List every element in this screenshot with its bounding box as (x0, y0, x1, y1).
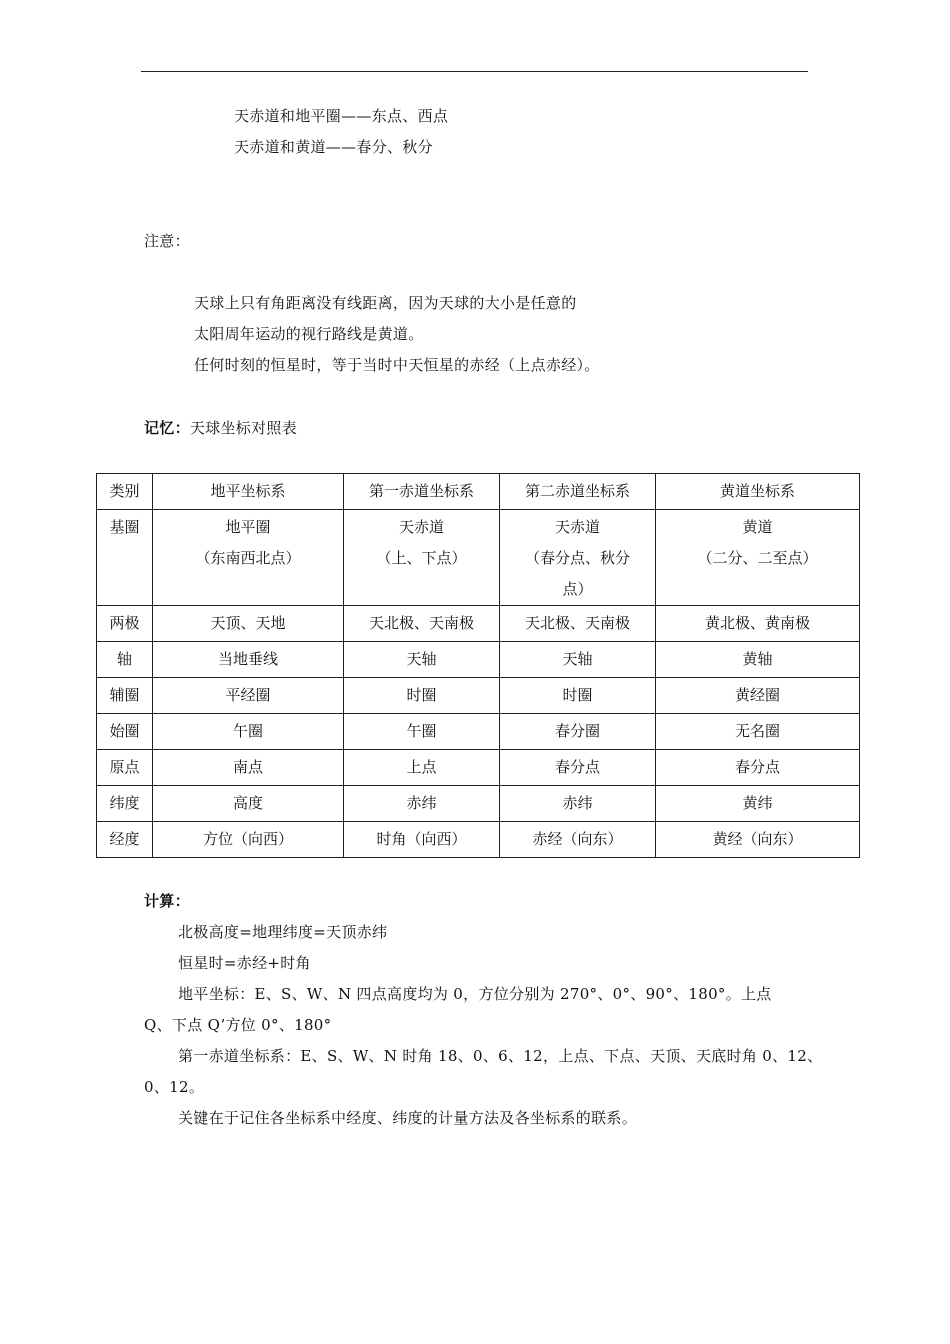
calc-line-4: Q、下点 Q’方位 0°、180° (144, 1016, 332, 1034)
table-cell: 天轴 (500, 642, 656, 678)
cell-line: 地平圈 (225, 518, 271, 536)
calc-line-3: 地平坐标：E、S、W、N 四点高度均为 0，方位分别为 270°、0°、90°、180°。上点 (178, 985, 772, 1003)
row-label: 始圈 (97, 714, 153, 750)
table-cell: 无名圈 (656, 714, 860, 750)
table-cell: 春分点 (500, 750, 656, 786)
table-cell: 午圈 (153, 714, 344, 750)
calc-line-7: 关键在于记住各坐标系中经度、纬度的计量方法及各坐标系的联系。 (178, 1109, 638, 1127)
row-label: 基圈 (97, 510, 153, 606)
header-cell: 第一赤道坐标系 (344, 474, 500, 510)
note-item-3: 任何时刻的恒星时，等于当时中天恒星的赤经（上点赤经）。 (194, 356, 600, 374)
table-cell: 上点 (344, 750, 500, 786)
table-cell: 黄北极、黄南极 (656, 606, 860, 642)
table-cell: 赤纬 (500, 786, 656, 822)
table-cell: 天轴 (344, 642, 500, 678)
cell-line: 天赤道 (554, 518, 600, 536)
table-cell (344, 510, 500, 606)
table-cell: 时圈 (344, 678, 500, 714)
header-cell: 黄道坐标系 (656, 474, 860, 510)
table-row (97, 822, 860, 858)
calc-line-6: 0、12。 (144, 1078, 205, 1096)
table-cell (656, 510, 860, 606)
calc-heading: 计算： (144, 892, 190, 910)
calc-line-5: 第一赤道坐标系：E、S、W、N 时角 18、0、6、12，上点、下点、天顶、天底时角 0、12、 (178, 1047, 823, 1065)
header-cell: 地平坐标系 (153, 474, 344, 510)
cell-line: （春分点、秋分 (524, 549, 630, 567)
table-cell: 赤纬 (344, 786, 500, 822)
row-label: 原点 (97, 750, 153, 786)
row-label: 轴 (97, 642, 153, 678)
cell-line: 黄道 (742, 518, 773, 536)
table-cell: 当地垂线 (153, 642, 344, 678)
table-cell: 时角（向西） (344, 822, 500, 858)
cell-line: （上、下点） (376, 549, 467, 567)
table-cell: 天北极、天南极 (500, 606, 656, 642)
cell-line: （二分、二至点） (697, 549, 818, 567)
table-row (97, 750, 860, 786)
table-cell: 黄经圈 (656, 678, 860, 714)
table-cell: 高度 (153, 786, 344, 822)
table-cell (500, 510, 656, 606)
header-rule (141, 71, 808, 72)
cell-line: 点） (562, 580, 593, 598)
top-line-1: 天赤道和地平圈——东点、西点 (234, 107, 449, 125)
table-cell: 春分圈 (500, 714, 656, 750)
table-cell: 平经圈 (153, 678, 344, 714)
table-cell: 黄轴 (656, 642, 860, 678)
coordinate-table (96, 473, 860, 858)
table-cell: 黄经（向东） (656, 822, 860, 858)
table-cell: 赤经（向东） (500, 822, 656, 858)
header-cell: 类别 (97, 474, 153, 510)
note-item-2: 太阳周年运动的视行路线是黄道。 (194, 325, 424, 343)
top-line-2: 天赤道和黄道——春分、秋分 (234, 138, 433, 156)
memory-label: 记忆： (144, 419, 190, 437)
table-cell (153, 510, 344, 606)
row-label: 经度 (97, 822, 153, 858)
row-label: 两极 (97, 606, 153, 642)
memory-heading (144, 418, 297, 438)
row-label: 纬度 (97, 786, 153, 822)
cell-line: 天赤道 (398, 518, 444, 536)
header-cell: 第二赤道坐标系 (500, 474, 656, 510)
table-row (97, 642, 860, 678)
table-cell: 春分点 (656, 750, 860, 786)
table-row (97, 678, 860, 714)
row-label: 辅圈 (97, 678, 153, 714)
table-cell: 天顶、天地 (153, 606, 344, 642)
table-cell: 时圈 (500, 678, 656, 714)
memory-title: 天球坐标对照表 (189, 419, 298, 437)
calc-line-2: 恒星时=赤经+时角 (178, 954, 311, 972)
table-header-row (97, 474, 860, 510)
table-row (97, 786, 860, 822)
table-row (97, 714, 860, 750)
table-cell: 午圈 (344, 714, 500, 750)
table-cell: 天北极、天南极 (344, 606, 500, 642)
note-heading: 注意： (144, 232, 190, 250)
cell-line: （东南西北点） (195, 549, 301, 567)
table-cell: 黄纬 (656, 786, 860, 822)
table-cell: 南点 (153, 750, 344, 786)
table-cell: 方位（向西） (153, 822, 344, 858)
table-row-base-circle (97, 510, 860, 606)
table-row (97, 606, 860, 642)
calc-line-1: 北极高度=地理纬度=天顶赤纬 (178, 923, 388, 941)
note-item-1: 天球上只有角距离没有线距离，因为天球的大小是任意的 (194, 294, 577, 312)
